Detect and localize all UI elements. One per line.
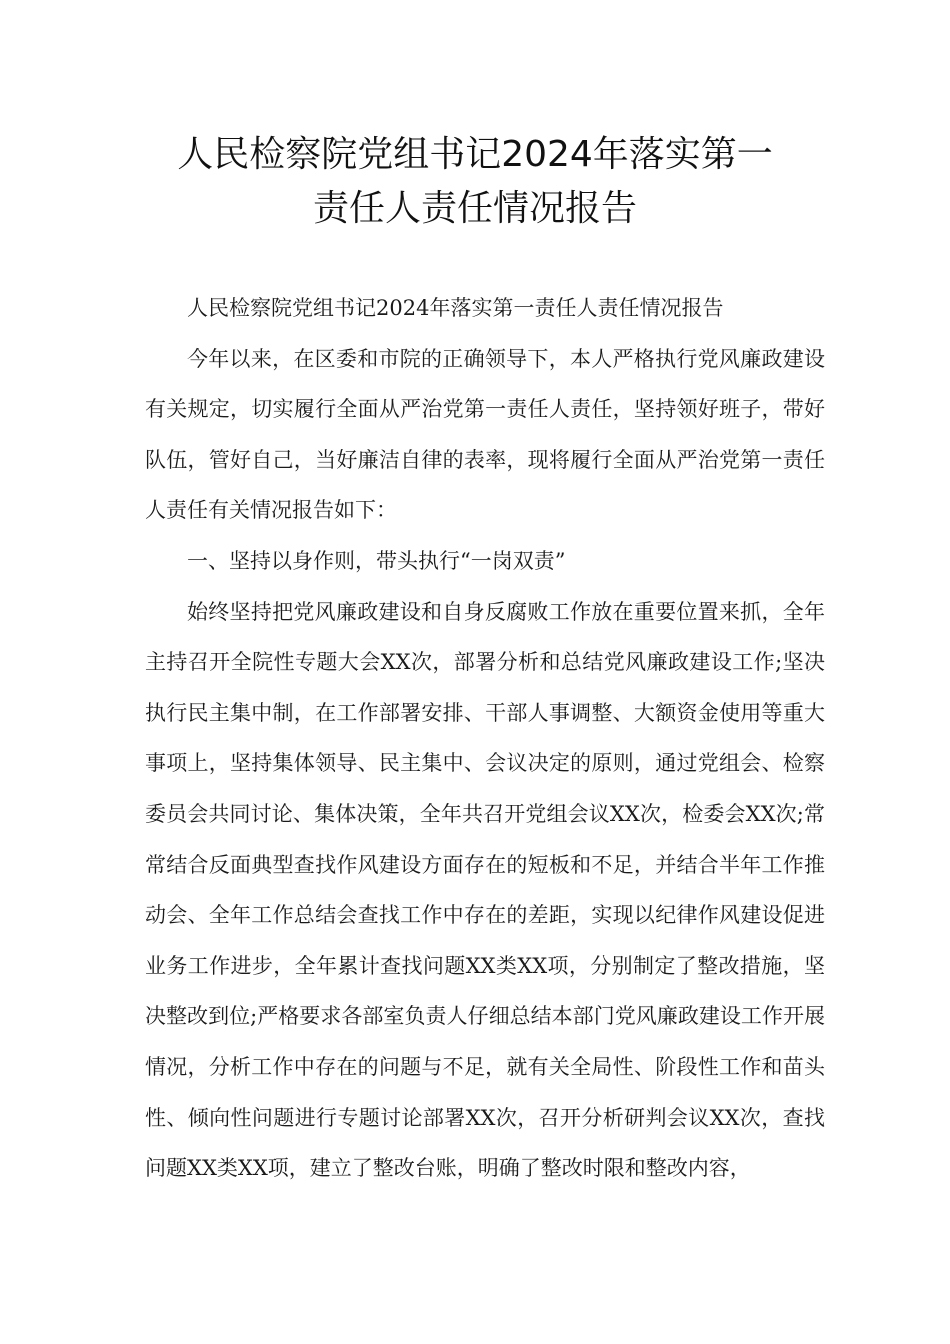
body-paragraph: 始终坚持把党风廉政建设和自身反腐败工作放在重要位置来抓，全年主持召开全院性专题大会XX次，部署分析和总结党风廉政建设工作;坚决执行民主集中制，在工作部署安排、干部人事调整、大额资金使用等重大事项上，坚持集体领导、民主集中、会议决定的原则，通过党组会、检察委员会共同讨论、集体决策，全年共召开党组会议XX次，检委会XX次;常常结合反面典型查找作风建设方面存在的短板和不足，并结合半年工作推动会、全年工作总结会查找工作中存在的差距，实现以纪律作风建设促进业务工作进步，全年累计查找问题XX类XX项，分别制定了整改措施，坚决整改到位;严格要求各部室负责人仔细总结本部门党风廉政建设工作开展情况，分析工作中存在的问题与不足，就有关全局性、阶段性工作和苗头性、倾向性问题进行专题讨论部署XX次，召开分析研判会议XX次，查找问题XX类XX项，建立了整改台账，明确了整改时限和整改内容， [145, 599, 825, 1181]
document-body [145, 283, 825, 1194]
title-line-2: 责任人责任情况报告 [312, 188, 637, 229]
document-title [100, 128, 850, 236]
title-line-1: 人民检察院党组书记2024年落实第一 [177, 134, 773, 175]
intro-paragraph: 今年以来，在区委和市院的正确领导下，本人严格执行党风廉政建设有关规定，切实履行全面从严治党第一责任人责任，坚持领好班子，带好队伍，管好自己，当好廉洁自律的表率，现将履行全面从严治党第一责任人责任有关情况报告如下： [145, 346, 825, 523]
subtitle-paragraph: 人民检察院党组书记2024年落实第一责任人责任情况报告 [187, 296, 724, 320]
section-heading: 一、坚持以身作则，带头执行“一岗双责” [187, 548, 566, 573]
